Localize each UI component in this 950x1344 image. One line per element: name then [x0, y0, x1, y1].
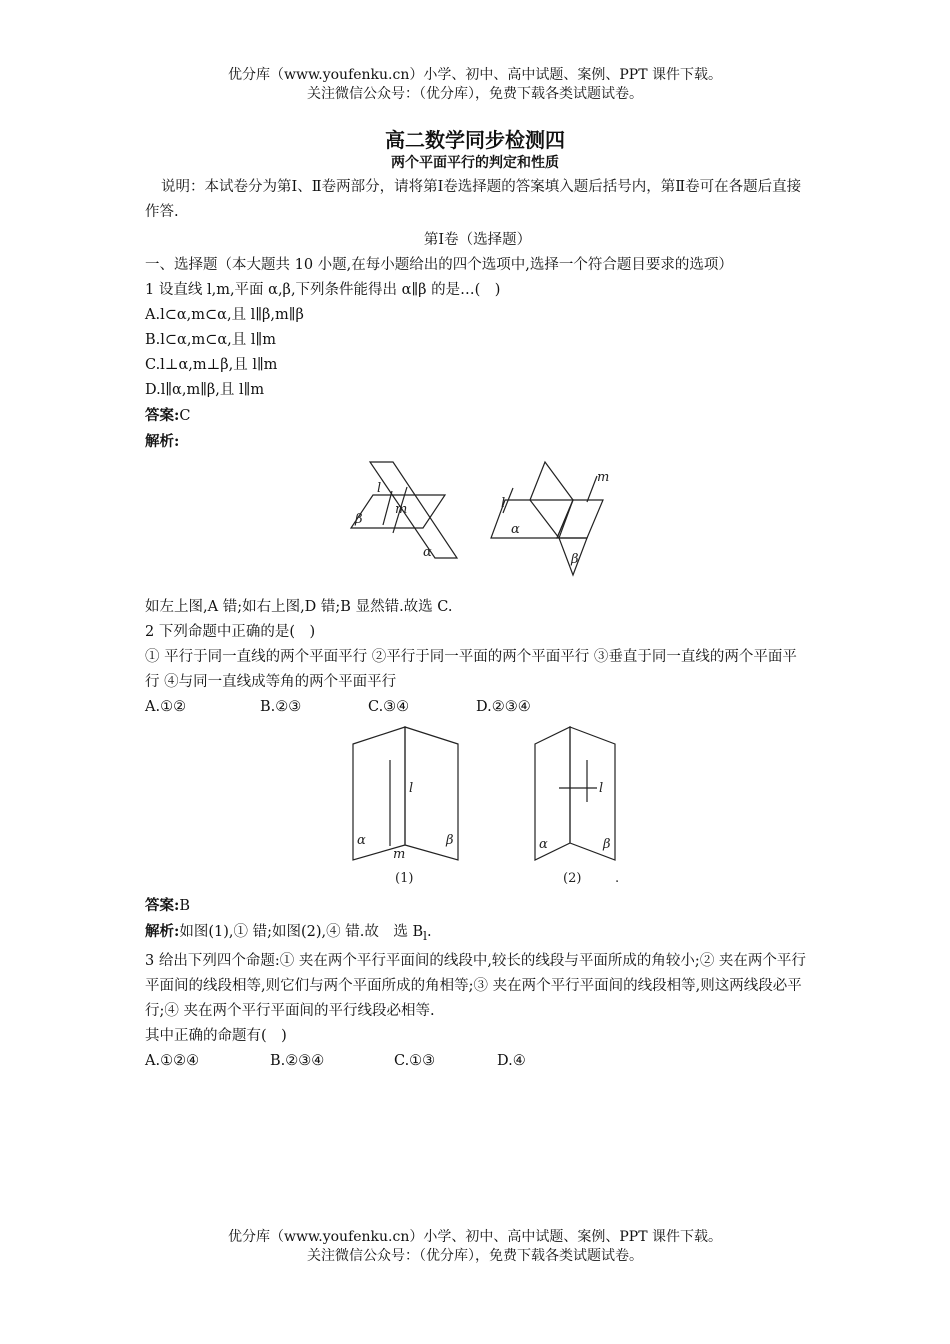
- q3-stem: 3 给出下列四个命题:① 夹在两个平行平面间的线段中,较长的线段与平面所成的角较小;② 夹在两个平行平面间的线段相等,则它们与两个平面所成的角相等;③ 夹在两个平行平面间的线段相等,则这两线段必平行;④ 夹在两个平行平面间的平行线段必相等.: [145, 952, 806, 1019]
- q1-figure: [145, 455, 810, 595]
- q2-figure: [145, 720, 810, 885]
- q1-answer-value: C: [179, 408, 191, 424]
- part1-title: 第Ⅰ卷（选择题）: [423, 232, 532, 248]
- q1-left-plane-alpha: [370, 462, 457, 558]
- q1-right-label-m: m: [597, 470, 610, 485]
- page-subtitle: 两个平面平行的判定和性质: [391, 155, 559, 171]
- q2-fig2-label-beta: β: [603, 837, 611, 852]
- q2-fig1-label-l: l: [409, 781, 414, 796]
- q1-left-label-l: l: [377, 481, 382, 496]
- header-line-1: 优分库（www.youfenku.cn）小学、初中、高中试题、案例、PPT 课件下载。: [227, 67, 722, 83]
- q1-left-line-l: [383, 491, 392, 525]
- header-line-2: 关注微信公众号：（优分库），免费下载各类试题试卷。: [307, 86, 643, 102]
- q2-fig2-label-l: l: [599, 781, 604, 796]
- q1-left-label-beta: β: [355, 512, 363, 527]
- q1-right-line-m: [587, 476, 597, 502]
- q3-option-d: D.④: [497, 1052, 526, 1069]
- q2-statement: ① 平行于同一直线的两个平面平行 ②平行于同一平面的两个平面平行 ③垂直于同一直线的两个平面平行 ④与同一直线成等角的两个平面平行: [145, 649, 797, 690]
- q2-fig1-label-m: m: [393, 847, 406, 862]
- q1-right-label-alpha: α: [511, 522, 520, 537]
- q3-option-b: B.②③④: [270, 1052, 325, 1069]
- q1-left-label-m: m: [395, 502, 408, 517]
- q1-analysis-label-text: 解析:: [145, 433, 180, 450]
- q1-answer: [145, 403, 810, 429]
- q2-fig2-caption: (2): [563, 871, 582, 885]
- page-header: [0, 66, 950, 104]
- page-footer: [0, 1228, 950, 1266]
- q2-fig1-label-alpha: α: [357, 833, 366, 848]
- section1-heading: 一、选择题（本大题共 10 小题,在每小题给出的四个选项中,选择一个符合题目要求的选项）: [145, 257, 733, 273]
- q2-fig1-caption: (1): [395, 871, 414, 885]
- q2-analysis-end: .: [427, 924, 432, 940]
- q2-analysis-label: 解析:: [145, 923, 180, 940]
- q2-options: [145, 695, 810, 720]
- document-body: [145, 175, 810, 1074]
- footer-line-2: 关注微信公众号：（优分库），免费下载各类试题试卷。: [307, 1248, 643, 1264]
- q3-option-a: A.①②④: [145, 1052, 200, 1069]
- q2-answer-label: 答案:: [145, 897, 180, 914]
- q3-question: 其中正确的命题有( ): [145, 1027, 287, 1044]
- q1-right-label-l: l: [501, 496, 506, 511]
- q1-option-b: B.l⊂α,m⊂α,且 l∥m: [145, 332, 276, 348]
- q2-option-d: D.②③④: [476, 699, 531, 715]
- page-title: 高二数学同步检测四: [385, 128, 565, 152]
- q2-fig2-dot: .: [615, 871, 620, 885]
- q2-stem: 2 下列命题中正确的是( ): [145, 624, 316, 640]
- q2-option-c: C.③④: [368, 699, 410, 715]
- q2-analysis-sub: l: [423, 928, 428, 943]
- q1-left-label-alpha: α: [423, 545, 432, 560]
- q2-analysis: [145, 919, 810, 949]
- intro-note: 说明：本试卷分为第Ⅰ、Ⅱ卷两部分，请将第Ⅰ卷选择题的答案填入题后括号内，第Ⅱ卷可在各题后直接作答.: [145, 179, 802, 220]
- footer-line-1: 优分库（www.youfenku.cn）小学、初中、高中试题、案例、PPT 课件下载。: [227, 1229, 722, 1245]
- q1-option-a: A.l⊂α,m⊂α,且 l∥β,m∥β: [145, 307, 304, 323]
- q1-right-plane-mid: [557, 500, 603, 538]
- q1-answer-label: 答案:: [145, 407, 180, 424]
- q2-fig2-label-alpha: α: [539, 837, 548, 852]
- q3-option-c: C.①③: [394, 1052, 436, 1069]
- q1-stem: 1 设直线 l,m,平面 α,β,下列条件能得出 α∥β 的是…( ): [145, 282, 501, 298]
- q3-options: [145, 1049, 810, 1074]
- q1-analysis-text: 如左上图,A 错;如右上图,D 错;B 显然错.故选 C.: [145, 599, 453, 615]
- q1-analysis-label: [145, 429, 810, 455]
- q1-option-c: C.l⊥α,m⊥β,且 l∥m: [145, 357, 278, 373]
- q2-answer: [145, 893, 810, 919]
- q2-option-b: B.②③: [260, 699, 302, 715]
- q2-answer-value: B: [179, 898, 191, 914]
- q1-right-label-beta: β: [571, 552, 579, 567]
- q2-option-a: A.①②: [145, 699, 187, 715]
- q2-fig1-label-beta: β: [446, 833, 454, 848]
- q2-analysis-text: 如图(1),① 错;如图(2),④ 错.故 选 B: [179, 924, 424, 940]
- q1-option-d: D.l∥α,m∥β,且 l∥m: [145, 382, 265, 398]
